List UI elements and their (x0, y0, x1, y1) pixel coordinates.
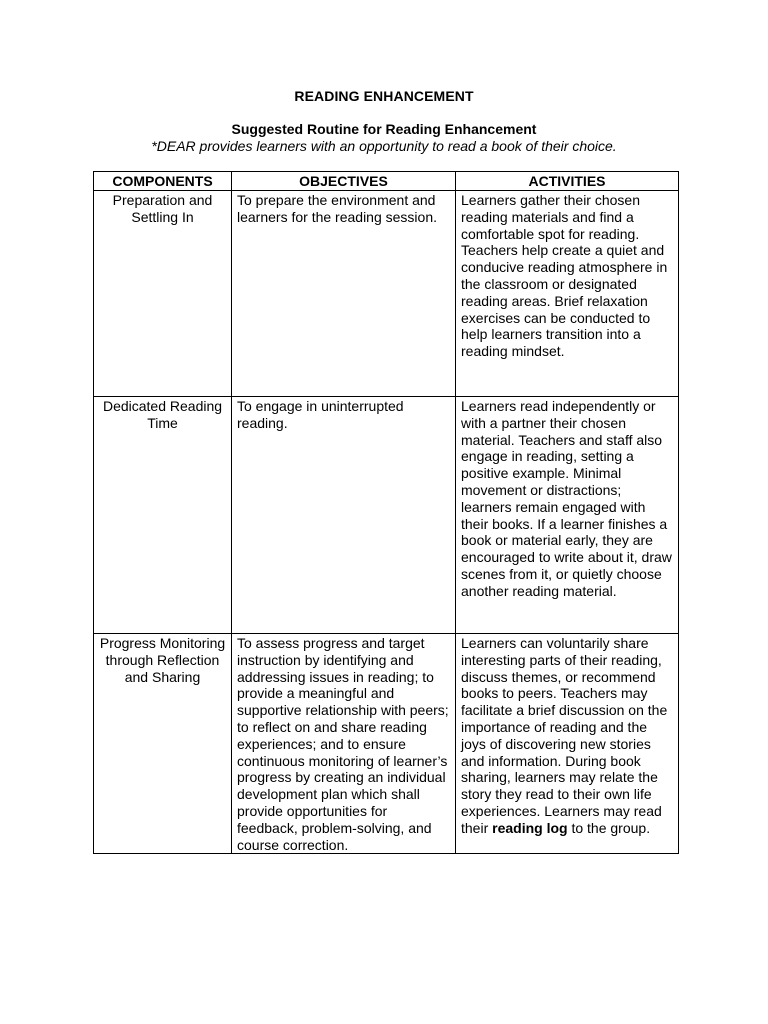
table-header-row (94, 172, 679, 191)
objective-cell: To engage in uninterrupted reading. (232, 397, 456, 634)
activity-text: Learners can voluntarily share interesting parts of their reading, discuss themes, or recommend books to peers. Teachers may facilitate a brief discussion on the importance of reading and the joys of discovering new stories and information. During book sharing, learners may relate the story they read to their own life experiences. Learners may read their (461, 635, 668, 836)
objective-cell: To assess progress and target instruction by identifying and addressing issues in reading; to provide a meaningful and supportive relationship with peers; to reflect on and share reading experiences; and to ensure continuous monitoring of learner’s progress by creating an individual development plan which shall provide opportunities for feedback, problem-solving, and course correction. (232, 634, 456, 854)
table-row (94, 397, 679, 634)
document-subtitle: Suggested Routine for Reading Enhancement (231, 121, 537, 137)
component-cell: Preparation and Settling In (94, 191, 232, 397)
activity-cell: Learners read independently or with a partner their chosen material. Teachers and staff also engage in reading, setting a positive example. Minimal movement or distractions; learners remain engaged with their books. If a learner finishes a book or material early, they are encouraged to write about it, draw scenes from it, or quietly choose another reading material. (456, 397, 679, 634)
routine-table (93, 171, 679, 854)
component-cell: Progress Monitoring through Reflection and Sharing (94, 634, 232, 854)
component-cell: Dedicated Reading Time (94, 397, 232, 634)
document-title: READING ENHANCEMENT (294, 88, 474, 104)
activity-cell (456, 634, 679, 854)
document-note: *DEAR provides learners with an opportunity to read a book of their choice. (151, 138, 617, 154)
reading-log-term: reading log (492, 819, 568, 836)
header-activities: ACTIVITIES (456, 172, 679, 191)
objective-cell: To prepare the environment and learners for the reading session. (232, 191, 456, 397)
activity-cell: Learners gather their chosen reading materials and find a comfortable spot for reading. Teachers help create a quiet and conducive reading atmosphere in the classroom or designated reading areas. Brief relaxation exercises can be conducted to help learners transition into a reading mindset. (456, 191, 679, 397)
header-objectives: OBJECTIVES (232, 172, 456, 191)
header-components: COMPONENTS (94, 172, 232, 191)
table-row (94, 634, 679, 854)
table-row (94, 191, 679, 397)
activity-text-end: to the group. (567, 819, 651, 836)
